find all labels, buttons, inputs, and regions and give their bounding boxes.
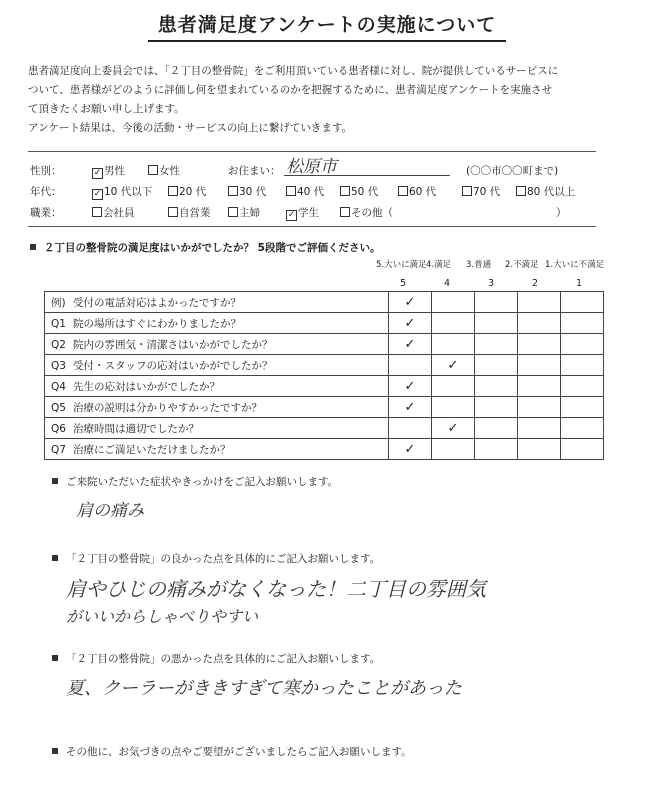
age-option[interactable] [168,184,206,199]
intro-line: て頂きたくお願い申し上げます。 [28,103,185,115]
gender-male-option[interactable] [92,163,125,179]
table-row [45,418,604,439]
question-text: 治療にご満足いただけましたか？ [73,443,231,456]
question-text: 院の場所はすぐにわかりましたか？ [73,317,241,330]
bad-points-question [52,651,380,666]
bullet-icon [52,555,58,561]
scale-label: 3.普通 [466,260,492,270]
job-close-paren: ） [556,207,567,219]
option-label: 女性 [159,165,180,177]
checkbox-icon [228,207,238,217]
job-option[interactable] [228,205,260,220]
checked-box-icon: ✓ [93,189,102,199]
rating-cell[interactable] [475,334,518,355]
address-underline [284,175,450,176]
rating-cell[interactable] [518,334,561,355]
check-mark-icon: ✓ [447,357,459,373]
column-header: 2 [531,278,539,289]
option-label: 30 代 [239,186,267,198]
rating-cell[interactable] [561,418,604,439]
question-text: 院内の雰囲気・清潔さはいかがでしたか？ [73,338,273,351]
column-header: 5 [399,278,407,289]
good-points-answer-line1[interactable]: 肩やひじの痛みがなくなった！二丁目の雰囲気 [66,577,486,601]
intro-text [28,62,638,138]
question-label: 「２丁目の整骨院」の悪かった点を具体的にご記入お願いします。 [66,653,381,665]
job-option[interactable] [92,205,135,220]
rating-cell[interactable] [389,376,432,397]
table-row [45,292,604,313]
option-label: 60 代 [409,186,437,198]
job-option[interactable] [286,205,319,221]
rating-cell[interactable] [475,376,518,397]
page-title: 患者満足度アンケートの実施について [157,14,497,36]
address-value[interactable]: 松原市 [286,157,337,177]
question-cell [45,355,389,376]
question-cell [45,376,389,397]
rating-cell[interactable] [561,334,604,355]
check-mark-icon: ✓ [404,315,416,331]
question-text: 受付の電話対応はよかったですか？ [73,296,241,309]
scale-label: 2.不満足 [505,260,539,270]
checked-box-icon: ✓ [93,168,102,178]
option-label: 自営業 [179,207,211,219]
rating-cell[interactable] [518,397,561,418]
rating-cell[interactable] [389,397,432,418]
check-mark-icon: ✓ [447,420,459,436]
rating-cell[interactable] [518,355,561,376]
check-mark-icon: ✓ [404,336,416,352]
symptom-answer[interactable]: 肩の痛み [76,501,144,521]
rating-cell[interactable] [561,397,604,418]
rating-cell[interactable] [475,397,518,418]
table-row [45,397,604,418]
option-label: 70 代 [473,186,501,198]
bullet-icon [52,478,58,484]
checkbox-icon [516,186,526,196]
question-number: Q3 [51,359,66,372]
address-label: お住まい： [228,165,281,177]
good-points-answer-line2[interactable]: がいいからしゃべりやすい [66,607,259,626]
scale-label: 1.大いに不満足 [545,260,605,270]
rating-cell[interactable] [561,292,604,313]
question-number: Q4 [51,380,66,393]
question-text: 受付・スタッフの応対はいかがでしたか？ [73,359,273,372]
question-text: 先生の応対はいかがでしたか？ [73,380,220,393]
question-cell [45,313,389,334]
question-label: その他に、お気づきの点やご要望がございましたらご記入お願いします。 [66,746,412,758]
question-cell [45,418,389,439]
checked-box-icon: ✓ [287,210,296,220]
check-mark-icon: ✓ [404,441,416,457]
question-cell [45,397,389,418]
age-label: 年代： [30,186,62,198]
job-label: 職業： [30,207,62,219]
rating-cell[interactable] [475,355,518,376]
checkbox-icon [92,207,102,217]
job-option[interactable] [168,205,211,220]
question-text: 治療の説明は分かりやすかったですか？ [73,401,262,414]
column-header: 4 [443,278,451,289]
checkbox-icon [462,186,472,196]
checkbox-icon [228,186,238,196]
rating-cell[interactable] [432,376,475,397]
rating-cell[interactable] [389,418,432,439]
rating-cell[interactable] [432,418,475,439]
option-label: 主婦 [239,207,260,219]
column-header: 1 [575,278,583,289]
rating-cell[interactable] [389,355,432,376]
check-mark-icon: ✓ [404,378,416,394]
age-option[interactable] [398,184,436,199]
bullet-icon [52,655,58,661]
age-option[interactable] [92,184,152,200]
question-number: Q5 [51,401,66,414]
question-cell [45,292,389,313]
option-label: 50 代 [351,186,379,198]
good-points-question [52,551,380,566]
rating-cell[interactable] [518,292,561,313]
intro-line: ついて、患者様がどのように評価し何を望まれているのかを把握するために、患者満足度アンケートを実施させ [28,84,553,96]
divider [28,226,596,227]
question-text: 治療時間は適切でしたか？ [73,422,199,435]
checkbox-icon [340,186,350,196]
other-question [52,744,412,759]
table-row [45,439,604,460]
table-row [45,376,604,397]
age-option[interactable] [340,184,378,199]
rating-cell[interactable] [432,334,475,355]
question-cell [45,334,389,355]
question-number: Q2 [51,338,66,351]
rating-cell[interactable] [432,397,475,418]
question-label: 「２丁目の整骨院」の良かった点を具体的にご記入お願いします。 [66,553,381,565]
checkbox-icon [286,186,296,196]
rating-cell[interactable] [475,313,518,334]
rating-cell[interactable] [389,334,432,355]
age-option[interactable] [228,184,266,199]
rating-cell[interactable] [432,439,475,460]
table-row [45,355,604,376]
checkbox-icon [168,207,178,217]
gender-female-option[interactable] [148,163,180,178]
address-hint: (〇〇市〇〇町まで) [466,165,559,177]
question-number: Q1 [51,317,66,330]
bullet-icon [52,748,58,754]
option-label: 80 代以上 [527,186,576,198]
option-label: 男性 [104,165,125,177]
rating-cell[interactable] [432,313,475,334]
check-mark-icon: ✓ [404,399,416,415]
job-option[interactable] [340,205,393,220]
option-label: その他（ [351,207,393,219]
option-label: 40 代 [297,186,325,198]
title-underline [148,40,506,42]
question-number: Q6 [51,422,66,435]
rating-cell[interactable] [389,313,432,334]
rating-cell[interactable] [561,313,604,334]
option-label: 学生 [298,207,319,219]
rating-cell[interactable] [561,355,604,376]
option-label: 10 代以下 [104,186,153,198]
table-row [45,334,604,355]
age-option[interactable] [286,184,324,199]
rating-cell[interactable] [518,313,561,334]
rating-cell[interactable] [561,376,604,397]
symptom-question [52,474,338,489]
rating-cell[interactable] [475,292,518,313]
rating-cell[interactable] [389,439,432,460]
checkbox-icon [168,186,178,196]
checkbox-icon [398,186,408,196]
age-option[interactable] [462,184,500,199]
age-option[interactable] [516,184,575,199]
rating-cell[interactable] [475,439,518,460]
table-row [45,313,604,334]
intro-line: アンケート結果は、今後の活動・サービスの向上に繋げていきます。 [28,122,353,134]
rating-cell[interactable] [475,418,518,439]
checkbox-icon [148,165,158,175]
rating-cell[interactable] [518,376,561,397]
gender-label: 性別： [30,165,62,177]
survey-heading [30,240,380,255]
question-number: 例) [51,296,66,309]
scale-label: 4.満足 [426,260,452,270]
question-number: Q7 [51,443,66,456]
rating-cell[interactable] [561,439,604,460]
checkbox-icon [340,207,350,217]
rating-cell[interactable] [432,292,475,313]
question-label: ご来院いただいた症状やきっかけをご記入お願いします。 [66,476,339,488]
bullet-icon [30,244,36,250]
rating-cell[interactable] [518,439,561,460]
rating-table [44,291,604,460]
scale-label: 5.大いに満足 [376,260,427,270]
rating-cell[interactable] [518,418,561,439]
rating-cell[interactable] [389,292,432,313]
option-label: 20 代 [179,186,207,198]
survey-heading-text: ２丁目の整骨院の満足度はいかがでしたか？ 5段階でご評価ください。 [44,242,381,254]
rating-cell[interactable] [432,355,475,376]
question-cell [45,439,389,460]
intro-line: 患者満足度向上委員会では、「２丁目の整骨院」をご利用頂いている患者様に対し、院が提供しているサービスに [28,65,559,77]
column-header: 3 [487,278,495,289]
option-label: 会社員 [103,207,135,219]
bad-points-answer[interactable]: 夏、クーラーがききすぎて寒かったことがあった [66,678,462,699]
check-mark-icon: ✓ [404,294,416,310]
